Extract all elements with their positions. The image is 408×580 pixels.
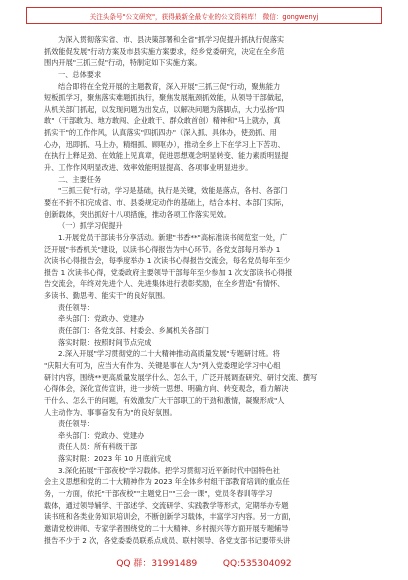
document-line: 落实时限：按照时间节点完成 <box>58 337 152 347</box>
document-line: "三抓三促"行动，学习是基础，执行是关键，效能是落点，各村、各部门 <box>58 186 288 196</box>
promo-banner-text: 关注头条号"公文研究"，获得最新全最专业的公文资料库！ 微信：gongwenyj <box>89 12 319 21</box>
document-line: 围内开展"三抓三促"行动，特制定如下实施方案。 <box>44 58 202 68</box>
document-line: 责任人员：所有科级干部 <box>58 442 138 452</box>
document-line: 责任领导： <box>58 302 94 312</box>
document-line: 多读书、勤思考、能实干"的良好氛围。 <box>44 291 170 301</box>
document-line: 责任领导： <box>58 419 94 429</box>
document-line: 在执行上释足劲、在效能上见真章，促进思想观念明显转变、能力素质明显提 <box>44 151 289 161</box>
document-line: 牵头部门：党政办、党建办 <box>58 314 145 324</box>
document-line: 载体，通过领导辅学、干部述学、交流研学、实践教学等形式，定期举办专题 <box>44 500 289 510</box>
document-line: 读书班和各类业务知识培训会，不断创新学习载体，丰富学习内容。另一方面， <box>44 512 296 522</box>
document-line: 研讨内容，围绕**更高质量发展学什么、怎么干，广泛开展调查研究、研讨交流、撰写 <box>44 372 318 382</box>
qq-group-text: QQ 群：31991489 <box>116 559 198 569</box>
document-line: 二、主要任务 <box>58 174 102 184</box>
document-line: 落实时限：2023 年 10 月底前完成 <box>58 454 172 464</box>
document-line: 为深入贯彻落实省、市、县决策部署和全省"抓学习促提升抓执行促落实 <box>58 35 285 44</box>
page-footer <box>0 556 408 569</box>
document-line: 1.开展党员干部读书分享活动。新建"书香**"高标准读书阅览室一处，广 <box>58 232 288 242</box>
document-line: 报告不少于 2 次，各党委委员联系点成员、联村领导、各党支部书记要带头讲 <box>44 535 291 545</box>
promo-banner <box>26 7 382 24</box>
document-line: 2.深入开展"学习贯彻党的二十大精神推动高质量发展"专题研讨班。将 <box>58 349 280 359</box>
document-line: 要在不折不扣完成省、市、县委规定动作的基础上，结合本村、本部门实际， <box>44 197 289 207</box>
document-line: 务，一方面，依托"干部夜校""主题党日""三会一课"，党员冬春训等学习 <box>44 488 273 498</box>
document-line: 告交流会，年终对先进个人、先进集体进行表彰奖励，在全乡营造"有情怀、 <box>44 279 285 289</box>
document-line: 短板抓学习，聚焦落实难题抓执行，聚焦发展瓶颈抓效能，从领导干部做起， <box>44 93 289 103</box>
document-line: 牵头部门：党政办、党建办 <box>58 430 145 440</box>
qq-number-text: QQ:535304092 <box>222 559 292 569</box>
document-line: "庆阳大有可为，应当大有作为、关键是事在人为"列入党委理论学习中心组 <box>44 360 281 370</box>
document-line: 3.深化拓展"干部夜校"学习载体。把学习贯彻习近平新时代中国特色社 <box>58 465 280 475</box>
document-line: 抓效能促发展"行动方案及市县实施方案要求，经乡党委研究，决定在全乡范 <box>44 46 285 56</box>
document-line: 责任部门：各党支部、村委会、乡属机关各部门 <box>58 326 209 336</box>
document-line: 敢"（干部敢为、地方敢闯、企业敢干、群众敢首创）精神和"马上就办，真 <box>44 116 281 126</box>
document-line: 创新载体，突出抓好十八项措施，推动各项工作落实见效。 <box>44 209 231 219</box>
document-line: 一、总体要求 <box>58 69 102 79</box>
document-line: 从机关部门抓起，以发现问题为出发点，以解决问题为落脚点，大力弘扬"四 <box>44 104 285 114</box>
document-body <box>44 34 380 546</box>
document-line: 结合即将在全党开展的主题教育，深入开展"三抓三促"行动，聚焦能力 <box>58 81 281 91</box>
document-line: 泛开展"书香机关"建设，以读书心得报告为中心环节。各党支部每月举办 1 <box>44 244 281 254</box>
document-line: 报告 1 次读书心得，党委政府主要领导干部每年至少参加 1 次支部读书心得报 <box>44 267 293 277</box>
document-line: 心得体会，深化宣传宣讲，进一步统一思想、明确方向、转变观念，看力解决 <box>44 384 289 394</box>
document-line: 次读书心得报告会，每季度举办 1 次读书心得报告交流会，每名党员每年至少 <box>44 256 291 266</box>
document-line: 干什么、怎么干的问题，有效激发广大干部职工的干劲和激情，凝聚形成"人 <box>44 395 285 405</box>
document-line: 人主动作为、事事奋发有为"的良好氛围。 <box>44 407 177 417</box>
document-line: 抓实干"的工作作风，认真落实"四抓四办"（深入抓、具体办，使劲抓、用 <box>44 128 277 138</box>
document-line: 会主义思想和党的二十大精神作为 2023 年全体乡村组干部教育培训的重点任 <box>44 477 290 487</box>
document-line: 升、工作作风明显改进、效率效能明显提高、各项事业明显进步。 <box>44 163 253 173</box>
document-line: 邀请党校讲师、专家学者围绕党的二十大精神、乡村振兴等方面开展专题辅导 <box>44 523 289 533</box>
document-line: （一）抓学习促提升 <box>58 221 123 231</box>
document-line: 心办，迅即抓、马上办，精细抓、顾呕办），推动全乡上下在学习上下苦功、 <box>44 139 285 149</box>
